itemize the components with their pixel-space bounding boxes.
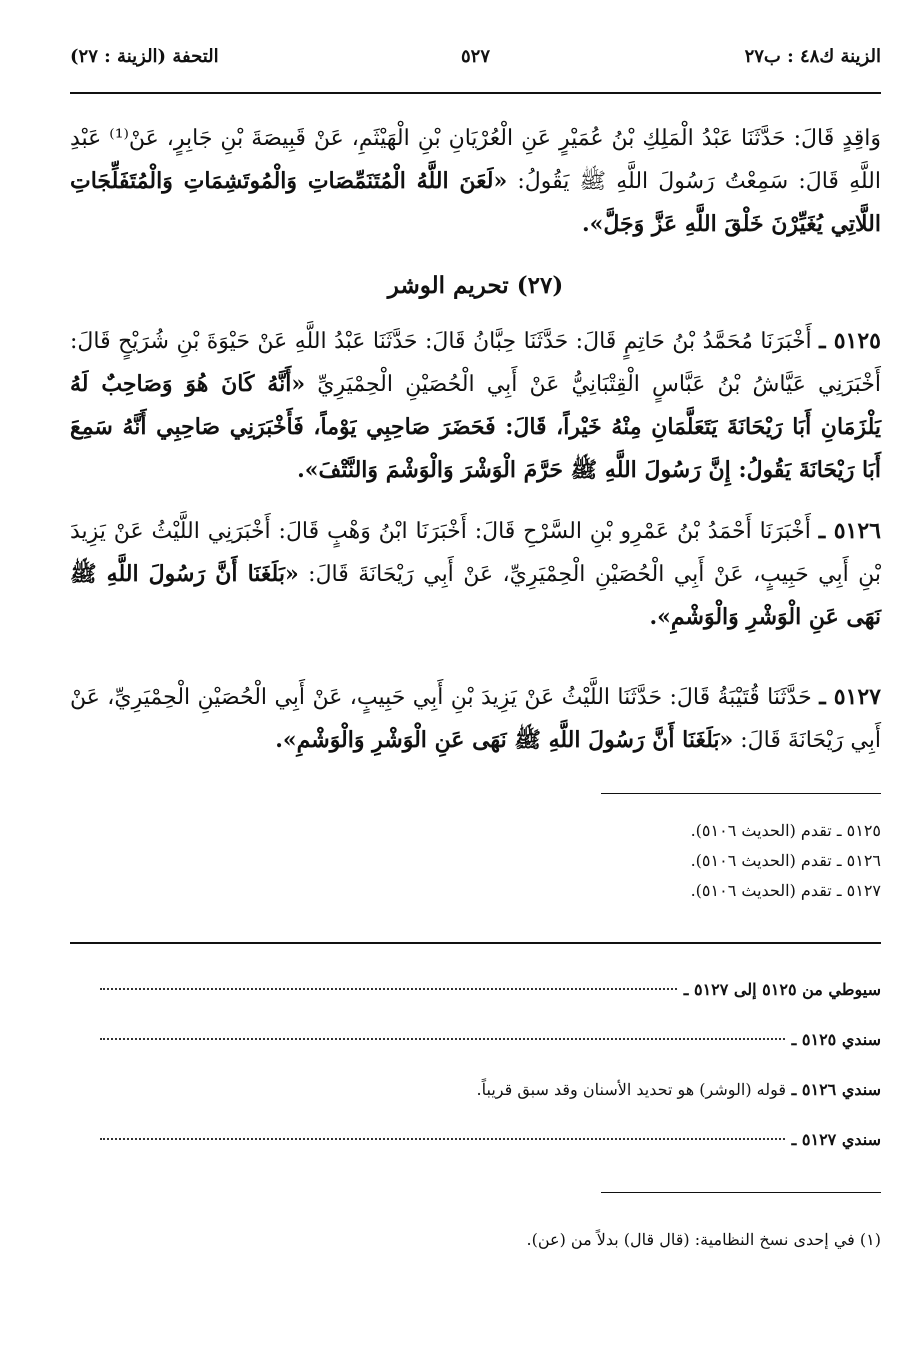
hadith-matn: «أَنَّهُ كَانَ هُوَ وَصَاحِبٌ لَهُ يَلْزَمَانِ أَبَا رَيْحَانَةَ يَتَعَلَّمَانِ مِنْهُ خَيْراً، قَالَ: فَحَضَرَ صَاحِبِي يَوْماً، فَأَخْبَرَنِي صَاحِبِي أَنَّهُ سَمِعَ أَبَا رَيْحَانَةَ يَقُولُ: إِنَّ رَسُولَ اللَّهِ ﷺ حَرَّمَ الْوَشْرَ وَالْوَشْمَ وَالنَّتْفَ». [70,371,881,483]
hadith-matn: «بَلَغَنَا أَنَّ رَسُولَ اللَّهِ ﷺ نَهَى عَنِ الْوَشْرِ وَالْوَشْمِ». [70,561,881,630]
hadith-5125 [70,320,881,492]
commentary-row [70,1080,881,1110]
footnote-separator [601,1192,881,1193]
intro-quote: «لَعَنَ اللَّهُ الْمُتَنَمِّصَاتِ وَالْمُوتَشِمَاتِ وَالْمُتَفَلِّجَاتِ اللَّاتِي يُغَيِّرْنَ خَلْقَ اللَّهِ عَزَّ وَجَلَّ». [70,168,881,237]
hadith-5127 [70,676,881,762]
commentary-row [70,1130,881,1160]
sindi-comment: قوله (الوشر) هو تحديد الأسنان وقد سبق قريباً. [476,1080,787,1099]
sindi-label: سندي ٥١٢٦ ـ [791,1080,881,1099]
reference-item: ٥١٢٥ ـ تقدم (الحديث ٥١٠٦). [690,821,881,840]
intro-paragraph [70,118,881,246]
reference-item: ٥١٢٦ ـ تقدم (الحديث ٥١٠٦). [690,851,881,870]
hadith-isnad: أَخْبَرَنَا مُحَمَّدُ بْنُ حَاتِمٍ قَالَ: حَدَّثَنَا حِبَّانُ قَالَ: حَدَّثَنَا عَبْدُ اللَّهِ عَنْ حَيْوَةَ بْنِ شُرَيْحٍ قَالَ: أَخْبَرَنِي عَيَّاشُ بْنُ عَبَّاسٍ الْقِتْبَانِيُّ عَنْ أَبِي الْحُصَيْنِ الْحِمْيَرِيِّ [70,329,881,397]
references-list [70,816,881,906]
sindi-label: سندي ٥١٢٧ ـ [786,1130,881,1149]
header-rule [70,92,881,94]
book-page [70,0,881,1353]
sindi-label: سندي ٥١٢٥ ـ [786,1030,881,1049]
hadith-5126 [70,510,881,639]
page-number: ٥٢٧ [460,46,490,67]
chapter-title: (٢٧) تحريم الوشر [387,272,564,299]
dotted-leader [100,1038,881,1040]
hadith-number: ٥١٢٦ ـ [818,518,881,544]
reference-item: ٥١٢٧ ـ تقدم (الحديث ٥١٠٦). [690,881,881,900]
suyuti-label: سيوطي من ٥١٢٥ إلى ٥١٢٧ ـ [678,980,881,999]
hadith-number: ٥١٢٧ ـ [819,684,881,710]
commentary-row [70,1030,881,1060]
hadith-isnad: أَخْبَرَنَا أَحْمَدُ بْنُ عَمْرِو بْنِ السَّرْحِ قَالَ: أَخْبَرَنَا ابْنُ وَهْبٍ قَالَ: أَخْبَرَنِي اللَّيْثُ عَنْ يَزِيدَ بْنِ أَبِي حَبِيبٍ، عَنْ أَبِي الْحُصَيْنِ الْحِمْيَرِيِّ، عَنْ أَبِي رَيْحَانَةَ قَالَ: [70,519,881,587]
dotted-leader [100,1138,881,1140]
header-tuhfa-ref: التحفة (الزينة : ٢٧) [70,46,219,67]
hadith-isnad: حَدَّثَنَا قُتَيْبَةُ قَالَ: حَدَّثَنَا اللَّيْثُ عَنْ يَزِيدَ بْنِ أَبِي حَبِيبٍ، عَنْ أَبِي الْحُصَيْنِ الْحِمْيَرِيِّ، عَنْ أَبِي رَيْحَانَةَ قَالَ: [70,685,881,753]
commentary-rule [70,942,881,944]
hadith-number: ٥١٢٥ ـ [819,328,881,354]
commentary-row [70,980,881,1010]
header-chapter-ref: الزينة ك٤٨ : ب٢٧ [744,46,881,67]
page-header [70,40,881,80]
sindi-entry [471,1080,881,1099]
references-separator [601,793,881,794]
hadith-matn: «بَلَغَنَا أَنَّ رَسُولَ اللَّهِ ﷺ نَهَى عَنِ الْوَشْرِ وَالْوَشْمِ». [275,727,734,753]
footnote: (١) في إحدى نسخ النظامية: (قال قال) بدلاً من (عن). [526,1230,881,1249]
intro-text: وَاقِدٍ قَالَ: حَدَّثَنَا عَبْدُ الْمَلِكِ بْنُ عُمَيْرٍ عَنِ الْعُرْيَانِ بْنِ الْهَيْثَمِ، عَنْ قَبِيصَةَ بْنِ جَابِرٍ، عَنْ⁽¹⁾ عَبْدِ اللَّهِ قَالَ: سَمِعْتُ رَسُولَ اللَّهِ ﷺ يَقُولُ: [70,126,881,194]
